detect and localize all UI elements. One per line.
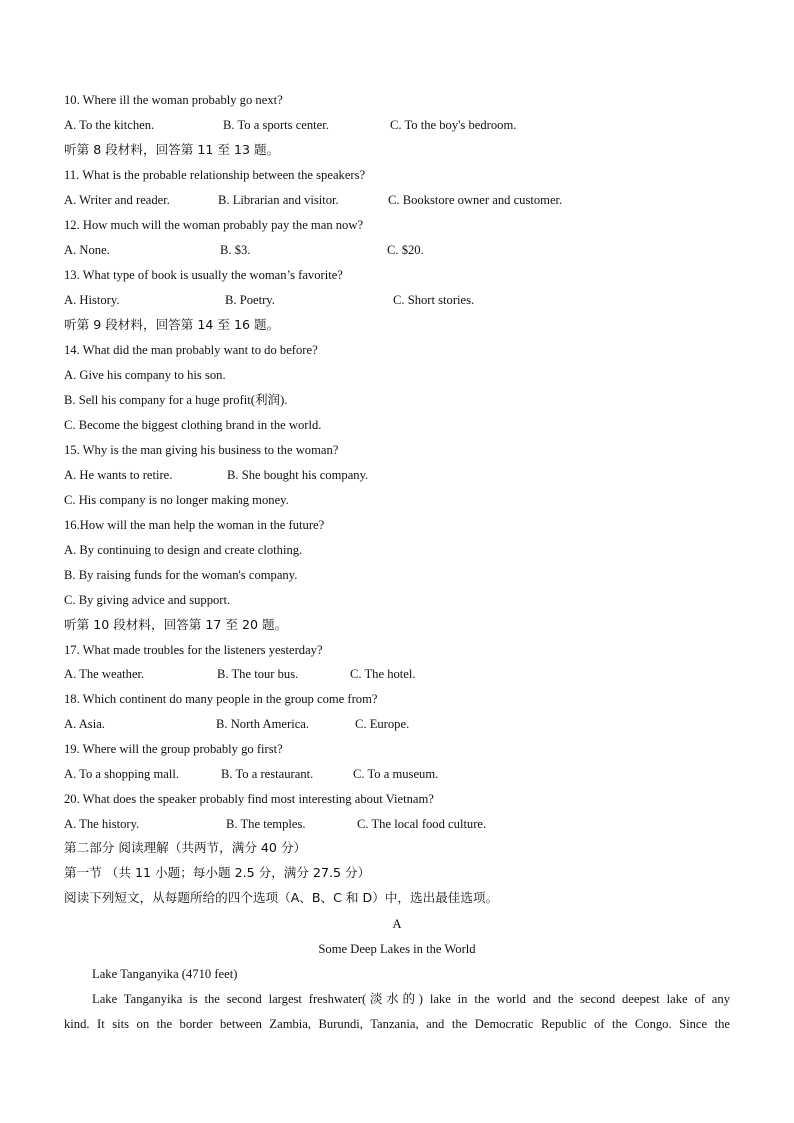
section-one-heading: 第一节 （共 11 小题；每小题 2.5 分，满分 27.5 分） (64, 865, 371, 880)
q12-stem: 12. How much will the woman probably pay the man now? (64, 218, 364, 232)
q20-option-a: A. The history. (64, 817, 140, 831)
q16-option-a: A. By continuing to design and create clothing. (64, 543, 303, 557)
q18-option-c: C. Europe. (355, 717, 410, 731)
q10-stem: 10. Where ill the woman probably go next? (64, 93, 283, 107)
q14-stem: 14. What did the man probably want to do before? (64, 343, 318, 357)
passage-subheading: Lake Tanganyika (4710 feet) (92, 967, 238, 981)
q10-option-a: A. To the kitchen. (64, 118, 155, 132)
q19-stem: 19. Where will the group probably go first? (64, 742, 283, 756)
q15-option-b: B. She bought his company. (227, 468, 369, 482)
part-two-heading: 第二部分 阅读理解（共两节，满分 40 分） (64, 840, 307, 855)
q20-option-b: B. The temples. (226, 817, 306, 831)
q12-option-c: C. $20. (387, 243, 424, 257)
q17-option-a: A. The weather. (64, 667, 145, 681)
q16-option-c: C. By giving advice and support. (64, 593, 231, 607)
section-heading-8: 听第 8 段材料，回答第 11 至 13 题。 (64, 142, 280, 157)
q14-option-a: A. Give his company to his son. (64, 368, 226, 382)
section-heading-10: 听第 10 段材料，回答第 17 至 20 题。 (64, 617, 288, 632)
passage-letter: A (392, 917, 402, 931)
q19-option-b: B. To a restaurant. (221, 767, 314, 781)
q13-option-b: B. Poetry. (225, 293, 275, 307)
q12-option-b: B. $3. (220, 243, 251, 257)
section-heading-9: 听第 9 段材料，回答第 14 至 16 题。 (64, 317, 280, 332)
q10-option-c: C. To the boy's bedroom. (390, 118, 517, 132)
q17-option-b: B. The tour bus. (217, 667, 299, 681)
q18-option-b: B. North America. (216, 717, 310, 731)
q14-option-c: C. Become the biggest clothing brand in the world. (64, 418, 322, 432)
q11-option-c: C. Bookstore owner and customer. (388, 193, 563, 207)
q11-stem: 11. What is the probable relationship between the speakers? (64, 168, 366, 182)
q15-stem: 15. Why is the man giving his business to the woman? (64, 443, 339, 457)
passage-paragraph-line-2: kind. It sits on the border between Zambia, Burundi, Tanzania, and the Democratic Republic of the Congo. Since the (64, 1017, 730, 1031)
q17-stem: 17. What made troubles for the listeners yesterday? (64, 643, 323, 657)
passage-title: Some Deep Lakes in the World (318, 942, 476, 956)
q18-option-a: A. Asia. (64, 717, 105, 731)
q17-option-c: C. The hotel. (350, 667, 416, 681)
q13-option-c: C. Short stories. (393, 293, 475, 307)
passage-paragraph-line-1: Lake Tanganyika is the second largest freshwater(淡水的) lake in the world and the second deepest lake of any (92, 992, 730, 1006)
q19-option-c: C. To a museum. (353, 767, 439, 781)
reading-instructions: 阅读下列短文，从每题所给的四个选项（A、B、C 和 D）中，选出最佳选项。 (64, 890, 499, 905)
q20-option-c: C. The local food culture. (357, 817, 487, 831)
q19-option-a: A. To a shopping mall. (64, 767, 180, 781)
q16-option-b: B. By raising funds for the woman's company. (64, 568, 298, 582)
q13-option-a: A. History. (64, 293, 120, 307)
q10-option-b: B. To a sports center. (223, 118, 329, 132)
q20-stem: 20. What does the speaker probably find most interesting about Vietnam? (64, 792, 434, 806)
q12-option-a: A. None. (64, 243, 110, 257)
q11-option-a: A. Writer and reader. (64, 193, 170, 207)
q16-stem: 16.How will the man help the woman in the future? (64, 518, 325, 532)
q18-stem: 18. Which continent do many people in the group come from? (64, 692, 378, 706)
q15-option-a: A. He wants to retire. (64, 468, 173, 482)
q15-option-c: C. His company is no longer making money. (64, 493, 289, 507)
q13-stem: 13. What type of book is usually the woman’s favorite? (64, 268, 343, 282)
q14-option-b: B. Sell his company for a huge profit(利润). (64, 393, 288, 407)
q11-option-b: B. Librarian and visitor. (218, 193, 339, 207)
